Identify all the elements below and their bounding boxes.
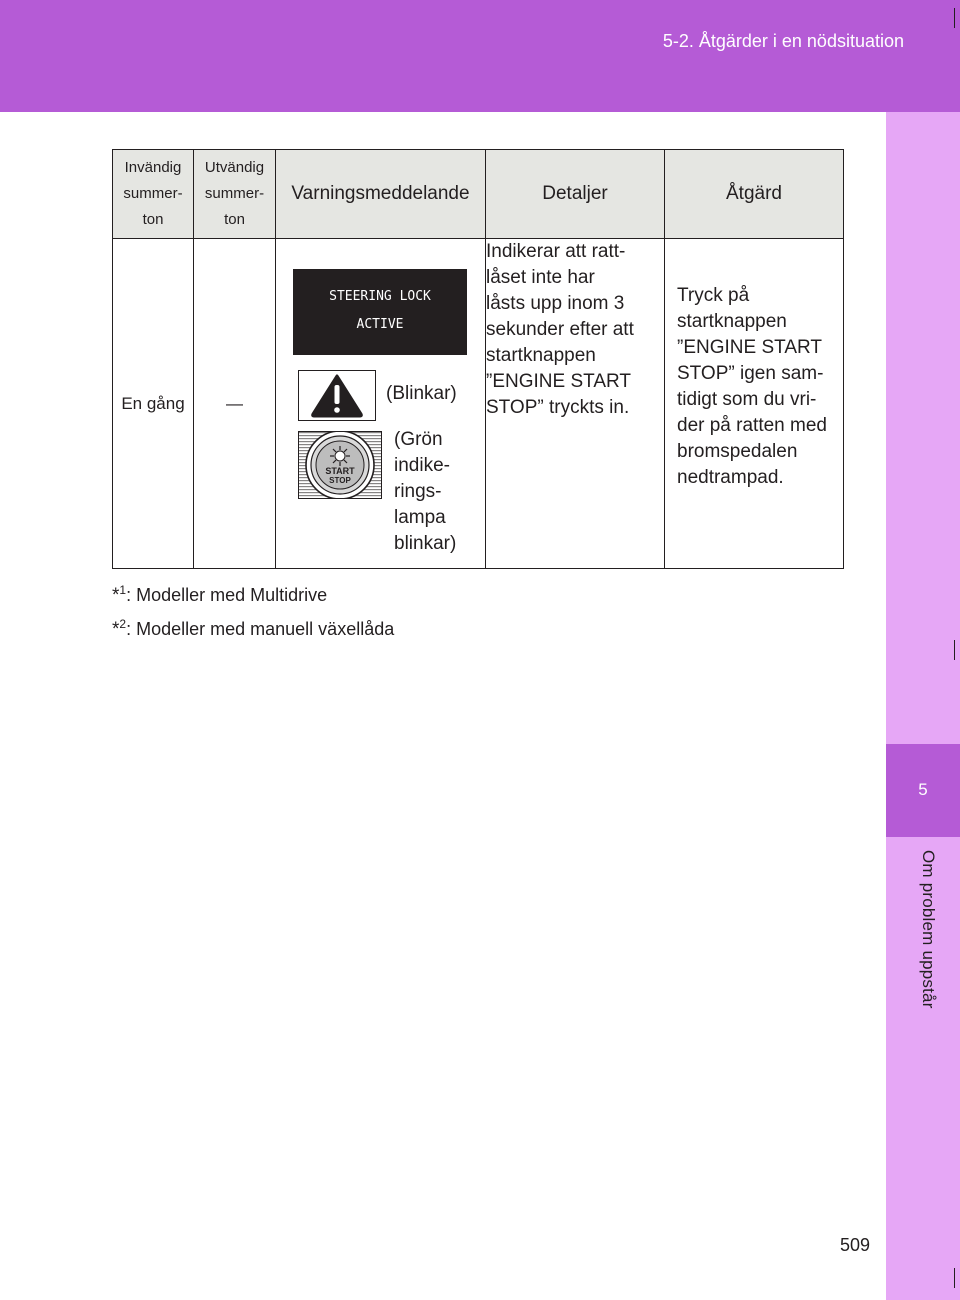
header-line: Invändig (124, 159, 182, 176)
details-line: låsts upp inom 3 (486, 293, 625, 314)
display-line-1: STEERING LOCK (329, 289, 431, 304)
footnote-mark: * (112, 619, 120, 640)
header-warning-message: Varningsmeddelande (276, 150, 486, 239)
table-header-row (113, 150, 844, 239)
warning-triangle-icon (298, 370, 376, 421)
header-band (0, 0, 960, 112)
steering-lock-display (293, 269, 467, 355)
cell-warning-message (276, 239, 486, 569)
details-line: STOP” tryckts in. (486, 397, 630, 418)
header-action: Åtgärd (665, 150, 844, 239)
green-indicator-label (394, 427, 474, 557)
warning-table (112, 149, 844, 569)
chapter-tab (886, 744, 960, 837)
chapter-number: 5 (918, 780, 928, 799)
details-line: startknappen (486, 345, 596, 366)
action-line: ”ENGINE START (677, 337, 822, 358)
section-title: 5-2. Åtgärder i en nödsituation (662, 31, 904, 51)
page-number: 509 (840, 1235, 871, 1255)
action-line: nedtrampad. (677, 467, 784, 488)
header-line: Utvändig (204, 159, 265, 176)
action-line: der på ratten med (677, 415, 827, 436)
header-line: ton (142, 211, 164, 228)
header-line: ton (224, 211, 245, 228)
display-line-2: ACTIVE (356, 317, 404, 332)
crop-mark (954, 640, 955, 660)
details-line: Indikerar att ratt- (486, 241, 626, 262)
action-line: startknappen (677, 311, 787, 332)
blink-label: (Blinkar) (386, 383, 457, 404)
crop-mark (954, 1268, 955, 1288)
label-line: indike- (394, 455, 450, 476)
action-line: bromspedalen (677, 441, 798, 462)
footnotes (112, 576, 394, 644)
header-line: summer- (123, 185, 183, 202)
engine-start-stop-button-icon (298, 431, 382, 499)
action-line: Tryck på (677, 285, 750, 306)
footnote (112, 576, 394, 610)
footnote-text: : Modeller med Multidrive (126, 585, 328, 605)
header-internal-buzzer (113, 150, 194, 239)
footnote-number: 2 (119, 617, 127, 631)
label-line: rings- (394, 481, 442, 502)
action-line: tidigt som du vri- (677, 389, 817, 410)
chapter-side-strip (886, 112, 960, 1300)
button-text-start: START (325, 466, 355, 476)
label-line: lampa (394, 507, 446, 528)
header-external-buzzer (194, 150, 276, 239)
footnote-number: 1 (119, 583, 127, 597)
table-row (113, 239, 844, 569)
button-text-stop: STOP (329, 476, 351, 485)
footnote-text: : Modeller med manuell växellåda (126, 619, 395, 639)
header-details: Detaljer (486, 150, 665, 239)
crop-mark (954, 8, 955, 28)
cell-internal-buzzer: En gång (113, 239, 194, 569)
footnote-mark: * (112, 585, 120, 606)
cell-details (486, 239, 665, 569)
cell-external-buzzer: — (194, 239, 276, 569)
chapter-title: Om problem uppstår (919, 850, 938, 1009)
header-line: summer- (204, 185, 265, 202)
details-line: sekunder efter att (486, 319, 634, 340)
label-line: (Grön (394, 429, 443, 450)
label-line: blinkar) (394, 533, 457, 554)
action-line: STOP” igen sam- (677, 363, 824, 384)
cell-action (665, 239, 844, 569)
details-line: ”ENGINE START (486, 371, 631, 392)
footnote (112, 610, 394, 644)
details-line: låset inte har (486, 267, 595, 288)
